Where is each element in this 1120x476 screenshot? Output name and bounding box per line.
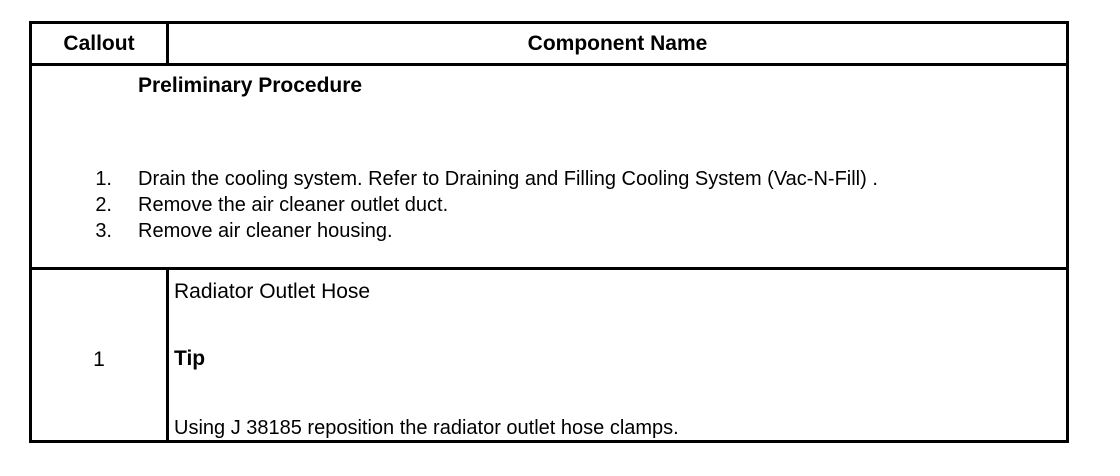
preliminary-procedure-title: Preliminary Procedure bbox=[138, 74, 363, 97]
procedure-table bbox=[29, 21, 1069, 443]
table-header bbox=[32, 24, 1066, 66]
component-name: Radiator Outlet Hose bbox=[174, 280, 371, 303]
callout-column-header: Callout bbox=[32, 24, 169, 63]
preliminary-procedure-section bbox=[32, 66, 1066, 270]
callout-cell bbox=[32, 270, 169, 440]
callout-number: 1 bbox=[93, 348, 105, 371]
tip-text: Using J 38185 reposition the radiator outlet hose clamps. bbox=[174, 417, 679, 439]
list-item bbox=[32, 218, 1066, 244]
step-number: 3. bbox=[95, 220, 112, 242]
tip-label: Tip bbox=[174, 347, 206, 370]
step-number: 2. bbox=[95, 194, 112, 216]
table-row bbox=[32, 270, 1066, 440]
preliminary-steps-list bbox=[32, 166, 1066, 244]
step-text: Remove the air cleaner outlet duct. bbox=[138, 194, 449, 216]
list-item bbox=[32, 166, 1066, 192]
component-name-column-header: Component Name bbox=[527, 32, 708, 55]
step-number: 1. bbox=[95, 168, 112, 190]
list-item bbox=[32, 192, 1066, 218]
step-text: Remove air cleaner housing. bbox=[138, 220, 393, 242]
step-text: Drain the cooling system. Refer to Draining and Filling Cooling System (Vac-N-Fill) . bbox=[138, 168, 878, 190]
